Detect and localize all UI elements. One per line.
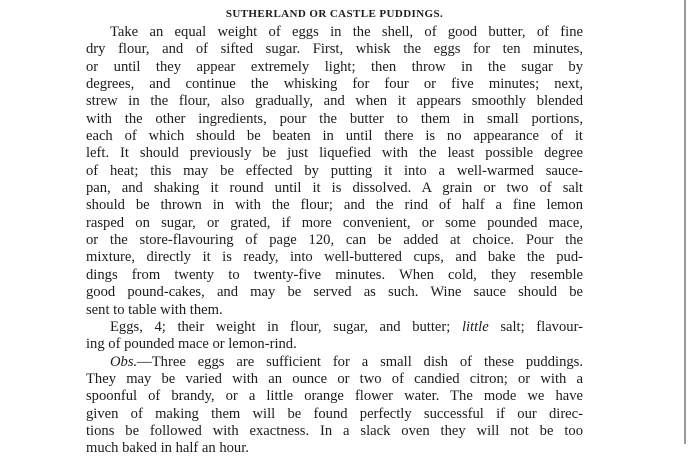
paragraph-line: rasped on sugar, or grated, if more convenient, or some pounded mace, <box>86 214 583 231</box>
paragraph-line: strew in the flour, also gradually, and when it appears smoothly blended <box>86 93 583 110</box>
paragraph-line: or the store-flavouring of page 120, can be added at choice. Pour the <box>86 232 583 249</box>
observation-line: They may be varied with an ounce or two of candied citron; or with a <box>86 370 583 387</box>
recipe-page <box>86 7 583 458</box>
ingredients-summary-line <box>86 319 583 336</box>
observation-line: spoonful of brandy, or a little orange flower water. The mode we have <box>86 388 583 405</box>
paragraph-line: mixture, directly it is ready, into well-buttered cups, and bake the pud- <box>86 249 583 266</box>
ingredients-summary-line: ing of pounded mace or lemon-rind. <box>86 336 297 353</box>
paragraph-line: dry flour, and of sifted sugar. First, whisk the eggs for ten minutes, <box>86 41 583 58</box>
observation-line: given of making them will be found perfectly successful if our direc- <box>86 405 583 422</box>
observation-line: much baked in half an hour. <box>86 440 249 457</box>
summary-text: salt; flavour- <box>488 318 583 335</box>
paragraph-line: degrees, and continue the whisking for four or five minutes; next, <box>86 76 583 93</box>
page-edge-rule <box>684 0 686 444</box>
observation-line: tions be followed with exactness. In a slack oven they will not be too <box>86 422 583 439</box>
observation-label: Obs. <box>110 353 138 370</box>
paragraph-line: good pound-cakes, and may be served as such. Wine sauce should be <box>86 284 583 301</box>
paragraph-line: or until they appear extremely light; then throw in the sugar by <box>86 58 583 75</box>
paragraph-line: Take an equal weight of eggs in the shell, of good butter, of fine <box>110 24 583 40</box>
paragraph-line: of heat; this may be effected by putting it into a well-warmed sauce- <box>86 162 583 179</box>
paragraph-line: pan, and shaking it round until it is dissolved. A grain or two of salt <box>86 180 583 197</box>
paragraph-line: dings from twenty to twenty-five minutes. When cold, they resemble <box>86 266 583 283</box>
summary-italic-word: little <box>461 318 489 335</box>
paragraph-line: each of which should be beaten in until there is no appearance of it <box>86 128 583 145</box>
paragraph-line: sent to table with them. <box>86 301 223 318</box>
summary-text: Eggs, 4; their weight in flour, sugar, and butter; <box>110 318 462 335</box>
paragraph-line: with the other ingredients, pour the butter to them in small portions, <box>86 110 583 127</box>
observation-line <box>86 354 583 371</box>
recipe-heading: SUTHERLAND OR CASTLE PUDDINGS. <box>225 8 444 20</box>
paragraph-line: left. It should previously be just liquefied with the least possible degree <box>86 145 583 162</box>
paragraph-line: should be thrown in with the flour; and the rind of half a fine lemon <box>86 197 583 214</box>
observation-text: —Three eggs are sufficient for a small dish of these puddings. <box>137 353 583 370</box>
recipe-body <box>86 24 583 458</box>
